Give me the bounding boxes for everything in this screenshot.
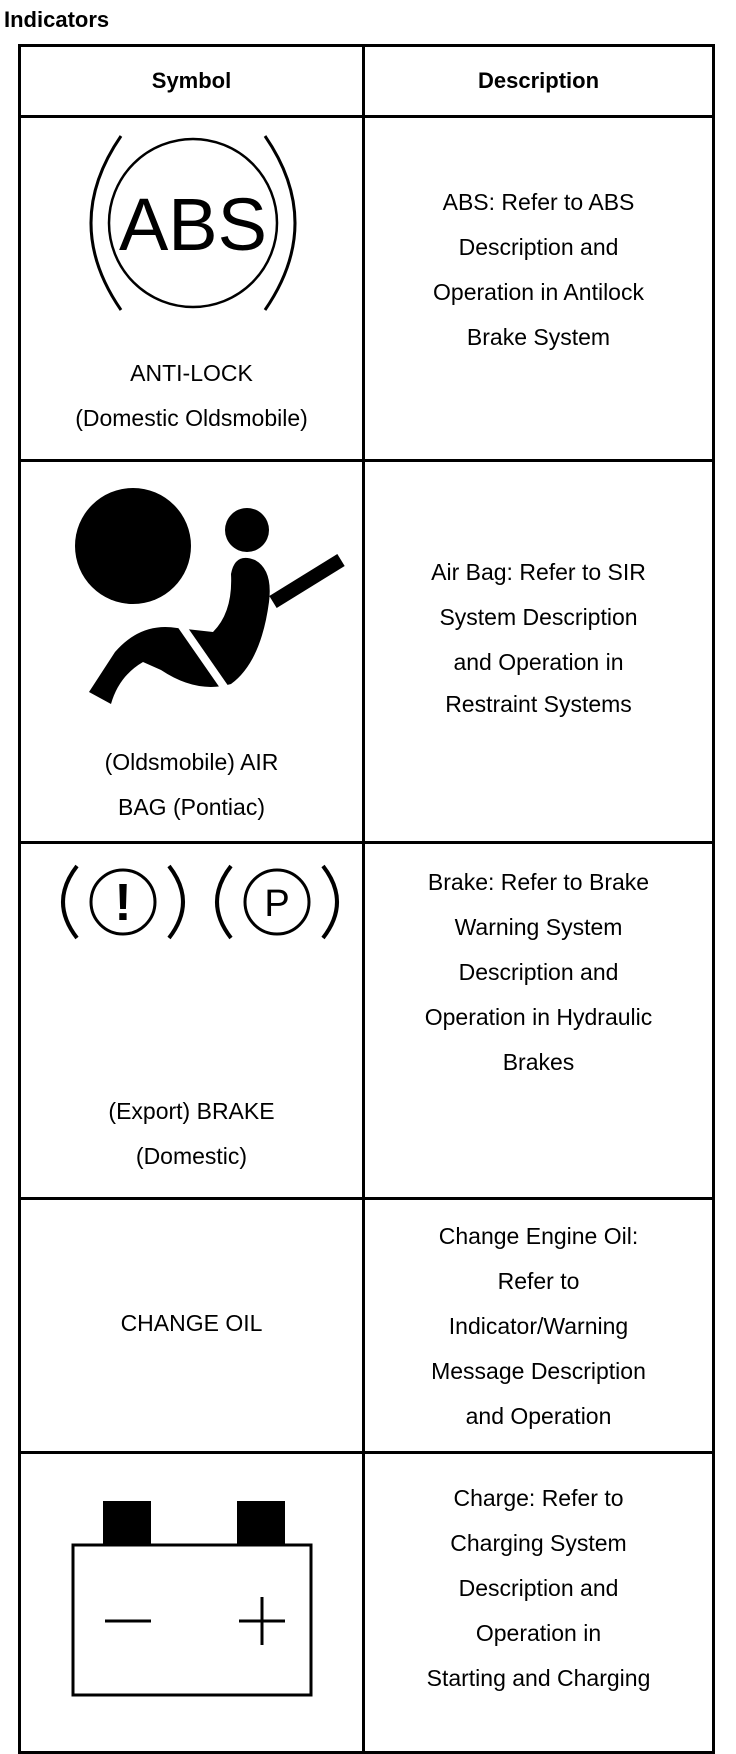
caption-line: (Domestic Oldsmobile)	[75, 405, 308, 431]
symbol-cell	[20, 843, 364, 1199]
description-cell	[364, 117, 714, 461]
description-line: ABS: Refer to ABS	[442, 189, 635, 215]
description-line: Air Bag: Refer to SIR	[431, 559, 646, 585]
abs-warning-icon	[21, 118, 365, 348]
description-line: Starting and Charging	[426, 1665, 651, 1691]
description-line: Charging System	[450, 1530, 627, 1556]
description-line: Indicator/Warning	[448, 1313, 629, 1339]
battery-icon	[21, 1483, 365, 1723]
brake-warning-icons	[21, 844, 365, 954]
airbag-icon	[21, 462, 365, 722]
description-line: and Operation in	[453, 649, 624, 675]
description-line: Charge: Refer to	[453, 1485, 624, 1511]
brake-warning-exclamation-icon	[63, 866, 183, 938]
description-line: Brake: Refer to Brake	[427, 869, 650, 895]
table-header-row	[20, 46, 714, 117]
parking-p-label: P	[264, 883, 290, 925]
indicators-table	[18, 44, 715, 1754]
symbol-cell	[20, 1453, 364, 1753]
abs-icon-label: ABS	[118, 183, 268, 266]
caption-line: (Domestic)	[135, 1143, 248, 1169]
column-header-symbol: Symbol	[20, 46, 364, 117]
table-row	[20, 1199, 714, 1453]
description-line: Operation in Antilock	[433, 279, 644, 305]
description-line: Description and	[458, 234, 619, 260]
description-line: System Description	[439, 604, 638, 630]
symbol-cell	[20, 117, 364, 461]
description-line: Brake System	[466, 324, 611, 350]
table-row	[20, 461, 714, 843]
description-line: Operation in	[475, 1620, 602, 1646]
caption-line: (Oldsmobile) AIR	[104, 749, 279, 775]
description-line: Change Engine Oil:	[438, 1223, 639, 1249]
column-header-description: Description	[364, 46, 714, 117]
description-line: Description and	[458, 1575, 619, 1601]
caption-line: (Export) BRAKE	[108, 1098, 275, 1124]
description-line: Refer to	[497, 1268, 580, 1294]
symbol-cell	[20, 1199, 364, 1453]
description-line: Warning System	[454, 914, 623, 940]
exclamation-mark-label: !	[114, 874, 132, 932]
description-line: and Operation	[465, 1403, 612, 1429]
symbol-cell	[20, 461, 364, 843]
page-title: Indicators	[4, 7, 110, 32]
description-cell	[364, 1199, 714, 1453]
table-row	[20, 117, 714, 461]
description-cell	[364, 1453, 714, 1753]
description-cell	[364, 843, 714, 1199]
table-row	[20, 1453, 714, 1753]
description-line: Operation in Hydraulic	[424, 1004, 653, 1030]
caption-line: ANTI-LOCK	[130, 360, 253, 386]
parking-brake-icon	[217, 866, 337, 938]
table-row	[20, 843, 714, 1199]
caption-line: BAG (Pontiac)	[118, 794, 265, 820]
description-cell	[364, 461, 714, 843]
description-line: Message Description	[431, 1358, 646, 1384]
description-line: Description and	[458, 959, 619, 985]
caption-line: CHANGE OIL	[120, 1310, 263, 1336]
description-line: Restraint Systems	[445, 691, 632, 717]
description-line: Brakes	[502, 1049, 575, 1075]
